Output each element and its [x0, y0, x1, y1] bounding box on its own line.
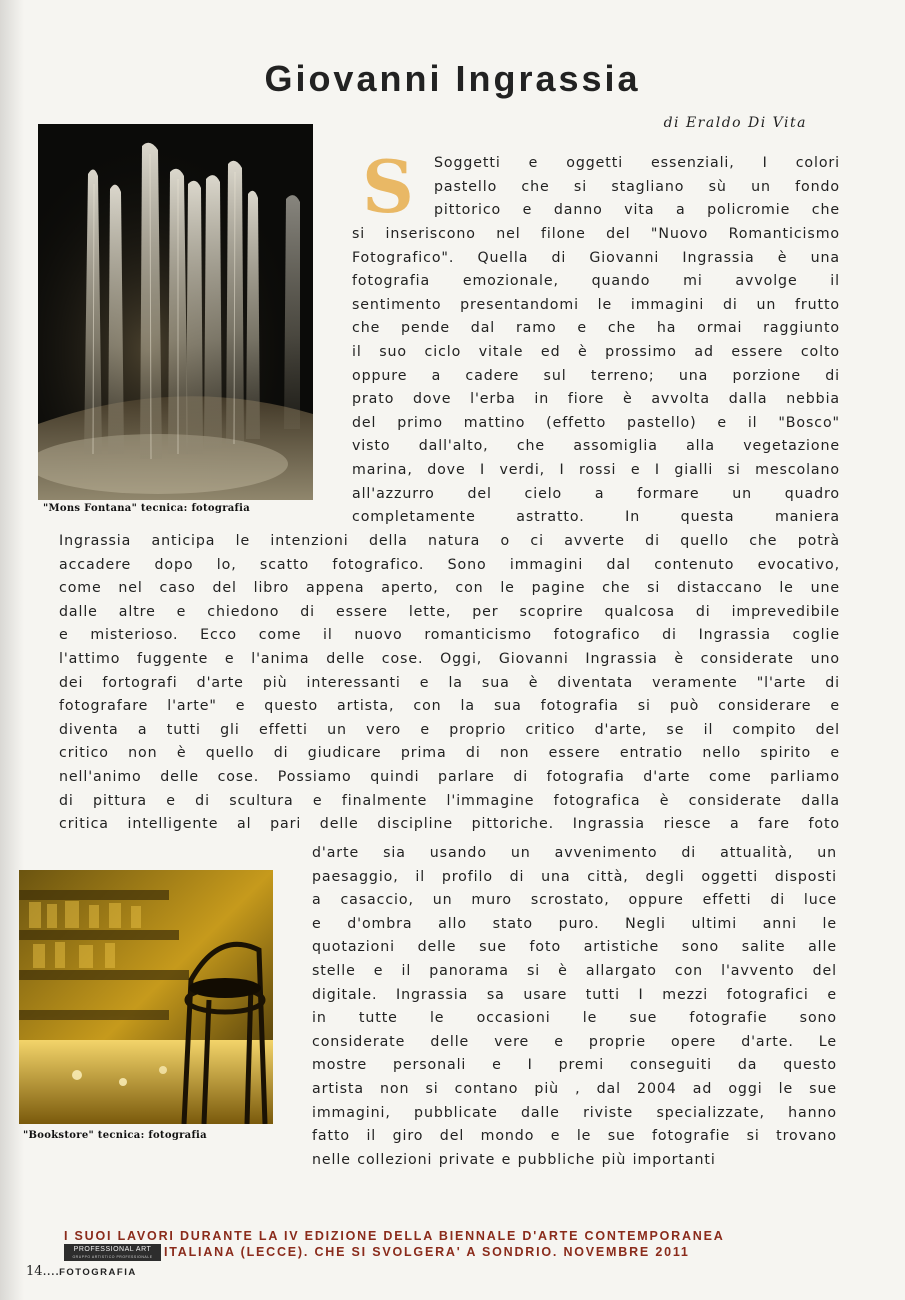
body-line: come nel caso del libro appena aperto, con le pagine che si distaccano le une: [59, 580, 840, 597]
body-line: quotazioni delle sue foto artistiche sono salite alle: [312, 939, 837, 956]
drop-cap: S: [362, 144, 415, 229]
body-line: paesaggio, il profilo di una città, degli oggetti disposti: [312, 868, 837, 885]
body-line: di pittura e di scultura e finalmente l'immagine fotografica è considerate dalla: [59, 792, 840, 809]
body-line: che pende dal ramo e che ha ormai raggiunto: [352, 320, 840, 337]
body-line: Ingrassia anticipa le intenzioni della natura o ci avverte di quello che potrà: [59, 533, 840, 549]
body-line: dalle altre e chiedono di essere lette, per scoprire qualcosa di imprevedibile: [59, 603, 840, 620]
body-line: diventa a tutti gli effetti un vero e proprio critico d'arte, se il compito del: [59, 721, 840, 738]
body-line: critica intelligente al pari delle discipline pittoriche. Ingrassia riesce a fare foto: [59, 816, 840, 833]
body-line: accadere dopo lo, scatto fotografico. Sono immagini dal contenuto evocativo,: [59, 556, 840, 573]
logo-text: PROFESSIONAL ART: [73, 1246, 152, 1253]
photo-caption: "Bookstore" tecnica: fotografia: [23, 1130, 207, 1141]
exhibition-note-line: I SUOI LAVORI DURANTE LA IV EDIZIONE DELLA BIENNALE D'ARTE CONTEMPORANEA: [64, 1229, 725, 1243]
photo-bookstore: [19, 870, 273, 1124]
body-line: oppure a cadere sul terreno; una porzione di: [352, 367, 840, 384]
body-line: il suo ciclo vitale ed è prossimo ad essere colto: [352, 343, 840, 360]
body-line: d'arte sia usando un avvenimento di attualità, un: [312, 845, 837, 861]
article-title: Giovanni Ingrassia: [264, 58, 641, 99]
professional-art-logo: [64, 1244, 161, 1261]
body-line: a casaccio, un muro scrostato, oppure effetti di luce: [312, 892, 837, 909]
body-line: si inseriscono nel filone del "Nuovo Romanticismo: [352, 226, 840, 242]
body-line: immagini, pubblicate dalle riviste specializzate, hanno: [312, 1104, 837, 1121]
body-line: Fotografico". Quella di Giovanni Ingrassia è una: [352, 249, 840, 266]
body-line: e misterioso. Ecco come il nuovo romanticismo fotografico di Ingrassia coglie: [59, 627, 840, 644]
article-body-intro: [362, 144, 840, 229]
article-body-column: [352, 223, 840, 530]
body-line: all'azzurro del cielo a formare un quadro: [352, 485, 840, 502]
article-body-column-lower: [312, 842, 837, 1172]
body-line: artista non si contano più , dal 2004 ad oggi le sue: [312, 1080, 837, 1097]
page-folio: [26, 1264, 137, 1279]
body-line: in tutte le occasioni le sue fotografie sono: [312, 1010, 837, 1027]
body-line: e d'ombra allo stato puro. Negli ultimi anni le: [312, 915, 837, 932]
body-line: fatto il giro del mondo e le sue fotografie si trovano: [312, 1128, 837, 1145]
body-line: completamente astratto. In questa maniera: [352, 509, 840, 526]
body-line: stelle e il panorama si è allargato con l'avvento del: [312, 962, 837, 979]
body-line: sentimento presentandomi le immagini di un frutto: [352, 296, 840, 313]
photo-mons-fontana: [38, 124, 313, 500]
photo-caption: "Mons Fontana" tecnica: fotografia: [43, 503, 251, 514]
body-line: digitale. Ingrassia sa usare tutti I mezzi fotografici e: [312, 986, 837, 1003]
body-line: Soggetti e oggetti essenziali, I colori: [434, 155, 840, 171]
exhibition-note: [60, 1228, 860, 1260]
body-line: mostre personali e I premi conseguiti da questo: [312, 1057, 837, 1074]
body-line: del primo mattino (effetto pastello) e il "Bosco": [352, 414, 840, 431]
page-number: 14....: [26, 1264, 60, 1279]
body-line: prato dove l'erba in fiore è avvolta dalla nebbia: [352, 391, 840, 408]
body-line: dei fortografi d'arte più interessanti e la sua è diventata veramente "l'arte di: [59, 674, 840, 691]
body-line: nelle collezioni private e pubbliche più importanti: [312, 1151, 716, 1168]
body-line: l'attimo fuggente e l'anima delle cose. Oggi, Giovanni Ingrassia è considerate uno: [59, 650, 840, 667]
body-line: fotografia emozionale, quando mi avvolge il: [352, 273, 840, 290]
bookstore-image: [19, 870, 273, 1124]
body-line: pastello che si stagliano sù un fondo: [434, 178, 840, 195]
body-line: pittorico e danno vita a policromie che: [434, 202, 840, 219]
body-line: nell'animo delle cose. Possiamo quindi parlare di fotografia d'arte come parliamo: [59, 768, 840, 785]
fountain-image: [38, 124, 313, 500]
body-line: visto dall'alto, che assomiglia alla vegetazione: [352, 438, 840, 455]
body-line: fotografare l'arte" e questo artista, con la sua fotografia si può considerare e: [59, 698, 840, 715]
magazine-section: FOTOGRAFIA: [59, 1267, 137, 1278]
body-line: marina, dove I verdi, I rossi e I gialli si mescolano: [352, 461, 840, 478]
article-byline: di Eraldo Di Vita: [663, 115, 807, 131]
exhibition-note-line: ITALIANA (LECCE). CHE SI SVOLGERA' A SONDRIO. NOVEMBRE 2011: [164, 1245, 690, 1259]
logo-subtext: GRUPPO ARTISTICO PROFESSIONALE: [72, 1255, 153, 1259]
article-body-fullwidth: [59, 530, 840, 837]
body-line: considerate delle vere e proprie opere d'arte. Le: [312, 1033, 837, 1050]
body-line: critico non è quello di giudicare prima di non essere entratio nello spirito e: [59, 745, 840, 762]
